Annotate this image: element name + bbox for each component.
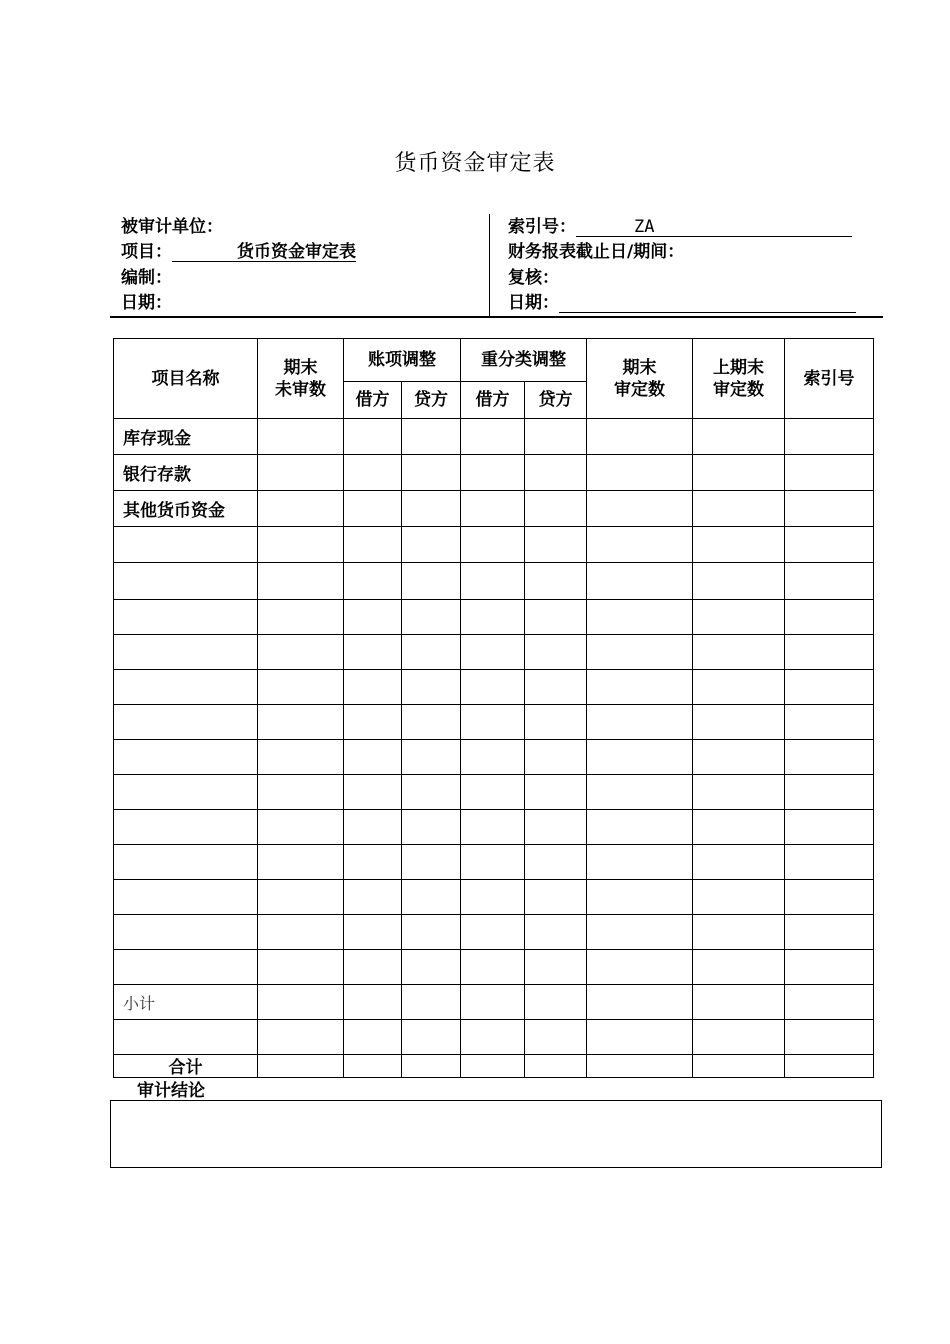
table-cell [461,455,525,491]
table-cell [402,635,461,670]
table-cell [785,950,874,985]
date-left-label: 日期： [121,293,172,313]
table-cell [461,950,525,985]
row-item-name [114,845,258,880]
col-index: 索引号 [785,339,874,419]
table-cell [402,527,461,563]
table-cell [785,915,874,950]
table-row [114,491,874,527]
header-rule [110,316,883,318]
table-cell [344,705,402,740]
table-cell [525,810,587,845]
table-row [114,527,874,563]
table-cell [258,491,344,527]
table-cell [693,810,785,845]
row-item-name [114,740,258,775]
table-cell [693,950,785,985]
table-cell [258,740,344,775]
audited-unit-label: 被审计单位： [121,217,223,237]
table-cell [344,455,402,491]
period-label: 财务报表截止日/期间： [508,242,685,262]
table-cell [693,775,785,810]
col-unaudited-line2: 未审数 [275,379,326,400]
table-cell [587,635,693,670]
table-row [114,845,874,880]
table-cell [344,950,402,985]
table-cell [344,670,402,705]
table-cell [525,775,587,810]
review-field [508,266,559,291]
table-cell [785,635,874,670]
table-cell [344,810,402,845]
table-cell [587,915,693,950]
row-item-name [114,600,258,635]
row-item-name [114,527,258,563]
table-cell [402,845,461,880]
table-cell [402,670,461,705]
table-cell [461,810,525,845]
table-cell [785,419,874,455]
table-cell [785,985,874,1020]
table-cell [525,950,587,985]
table-row [114,600,874,635]
table-cell [402,915,461,950]
col-reclass-credit: 贷方 [525,382,587,419]
table-cell [587,705,693,740]
table-cell [525,600,587,635]
project-value: 货币资金审定表 [172,240,356,262]
table-cell [402,600,461,635]
table-cell [525,1020,587,1055]
table-cell [461,740,525,775]
table-cell [587,419,693,455]
table-cell [344,527,402,563]
table-cell [461,527,525,563]
table-cell [402,985,461,1020]
table-cell [525,670,587,705]
table-cell [344,491,402,527]
subtotal-row [114,985,874,1020]
table-cell [587,491,693,527]
date-right-label: 日期： [508,293,559,313]
table-cell [461,419,525,455]
table-cell [461,845,525,880]
audit-table [113,338,874,1078]
table-cell [402,419,461,455]
row-item-name [114,880,258,915]
row-item-name [114,563,258,600]
col-audited [587,339,693,419]
row-item-name: 银行存款 [114,455,258,491]
table-cell [402,775,461,810]
table-cell [587,880,693,915]
total-row [114,1055,874,1078]
table-cell [402,880,461,915]
table-cell [258,810,344,845]
table-cell [587,455,693,491]
table-cell [402,455,461,491]
table-cell [461,775,525,810]
table-cell [258,950,344,985]
table-cell [461,635,525,670]
col-reclass: 重分类调整 [461,339,587,382]
table-cell [258,563,344,600]
col-audited-line1: 期末 [622,357,657,378]
table-cell [785,880,874,915]
page-title: 货币资金审定表 [394,151,556,176]
table-cell [693,705,785,740]
blank-row [114,1020,874,1055]
table-cell [258,419,344,455]
table-cell [587,563,693,600]
table-cell [258,705,344,740]
table-cell [525,915,587,950]
table-row [114,419,874,455]
col-prior [693,339,785,419]
table-row [114,915,874,950]
table-cell [258,915,344,950]
table-cell [344,600,402,635]
table-cell [693,600,785,635]
table-cell [258,635,344,670]
table-cell [587,985,693,1020]
audited-unit-field [121,215,223,240]
row-item-name: 小计 [114,985,258,1020]
table-row [114,563,874,600]
table-cell [693,563,785,600]
table-cell [344,419,402,455]
row-item-name [114,915,258,950]
date-right-line [559,291,856,313]
table-cell [785,670,874,705]
project-field [121,240,356,265]
table-cell [693,880,785,915]
table-cell [785,810,874,845]
table-cell [258,670,344,705]
conclusion-label: 审计结论 [137,1081,205,1101]
row-item-name: 其他货币资金 [114,491,258,527]
table-row [114,950,874,985]
table-cell [344,1055,402,1078]
table-cell [344,775,402,810]
col-unaudited-line1: 期末 [283,357,318,378]
table-cell [258,600,344,635]
table-cell [402,705,461,740]
table-cell [402,740,461,775]
col-audited-line2: 审定数 [614,379,665,400]
table-cell [258,455,344,491]
table-cell [402,563,461,600]
table-cell [344,740,402,775]
row-item-name [114,950,258,985]
table-cell [785,527,874,563]
col-prior-line2: 审定数 [713,379,764,400]
table-row [114,455,874,491]
table-cell [785,740,874,775]
period-field [508,240,684,265]
table-cell [587,1055,693,1078]
table-cell [402,1055,461,1078]
table-cell [461,985,525,1020]
col-unaudited [258,339,344,419]
prepared-label: 编制： [121,268,172,288]
row-item-name [114,810,258,845]
table-cell [344,845,402,880]
table-cell [525,419,587,455]
table-cell [587,775,693,810]
col-prior-line1: 上期末 [713,357,764,378]
table-cell [785,775,874,810]
table-row [114,880,874,915]
table-cell [258,1020,344,1055]
table-cell [258,527,344,563]
table-cell [525,527,587,563]
row-item-name [114,1020,258,1055]
index-field [508,215,852,240]
table-cell [461,670,525,705]
table-cell [693,635,785,670]
table-cell [785,845,874,880]
col-item-name: 项目名称 [114,339,258,419]
table-cell [525,705,587,740]
index-value: ZA [634,217,655,237]
table-cell [344,563,402,600]
table-cell [402,950,461,985]
prepared-field [121,266,172,291]
table-row [114,775,874,810]
table-cell [258,880,344,915]
table-cell [587,527,693,563]
review-label: 复核： [508,268,559,288]
table-cell [402,491,461,527]
index-label: 索引号： [508,217,576,237]
table-cell [693,670,785,705]
table-cell [258,845,344,880]
table-cell [525,740,587,775]
table-cell [344,635,402,670]
conclusion-box [110,1100,882,1168]
table-cell [461,1020,525,1055]
table-cell [693,1055,785,1078]
date-right-field [508,291,856,316]
table-cell [785,563,874,600]
table-cell [785,1055,874,1078]
table-row [114,740,874,775]
table-cell [258,775,344,810]
table-cell [587,950,693,985]
table-cell [587,670,693,705]
col-adjust-debit: 借方 [344,382,402,419]
table-cell [344,985,402,1020]
table-cell [461,491,525,527]
table-cell [785,705,874,740]
row-item-name: 合计 [114,1055,258,1078]
table-cell [525,845,587,880]
table-row [114,810,874,845]
table-row [114,670,874,705]
table-cell [785,1020,874,1055]
row-item-name [114,635,258,670]
table-cell [785,491,874,527]
table-cell [693,455,785,491]
table-cell [461,705,525,740]
project-label: 项目： [121,242,172,262]
table-cell [525,1055,587,1078]
table-cell [258,985,344,1020]
header-divider [489,214,490,316]
table-cell [461,1055,525,1078]
table-cell [587,845,693,880]
table-cell [693,491,785,527]
table-cell [344,1020,402,1055]
table-cell [525,491,587,527]
table-cell [693,985,785,1020]
table-cell [785,600,874,635]
table-cell [587,740,693,775]
row-item-name [114,775,258,810]
table-cell [587,810,693,845]
table-cell [461,600,525,635]
table-cell [693,740,785,775]
table-cell [258,1055,344,1078]
table-cell [402,1020,461,1055]
table-cell [461,915,525,950]
table-cell [693,1020,785,1055]
col-adjust: 账项调整 [344,339,461,382]
table-cell [461,563,525,600]
table-cell [461,880,525,915]
table-cell [693,915,785,950]
table-cell [344,915,402,950]
table-cell [525,880,587,915]
table-cell [587,1020,693,1055]
table-cell [587,600,693,635]
row-item-name [114,705,258,740]
date-left-field [121,291,172,316]
table-cell [525,455,587,491]
table-cell [525,635,587,670]
table-cell [693,527,785,563]
row-item-name [114,670,258,705]
table-cell [525,985,587,1020]
table-cell [344,880,402,915]
table-cell [785,455,874,491]
col-reclass-debit: 借方 [461,382,525,419]
table-cell [693,419,785,455]
col-adjust-credit: 贷方 [402,382,461,419]
table-cell [693,845,785,880]
table-cell [402,810,461,845]
table-cell [525,563,587,600]
header-row-1 [114,339,874,382]
table-row [114,705,874,740]
table-row [114,635,874,670]
row-item-name: 库存现金 [114,419,258,455]
